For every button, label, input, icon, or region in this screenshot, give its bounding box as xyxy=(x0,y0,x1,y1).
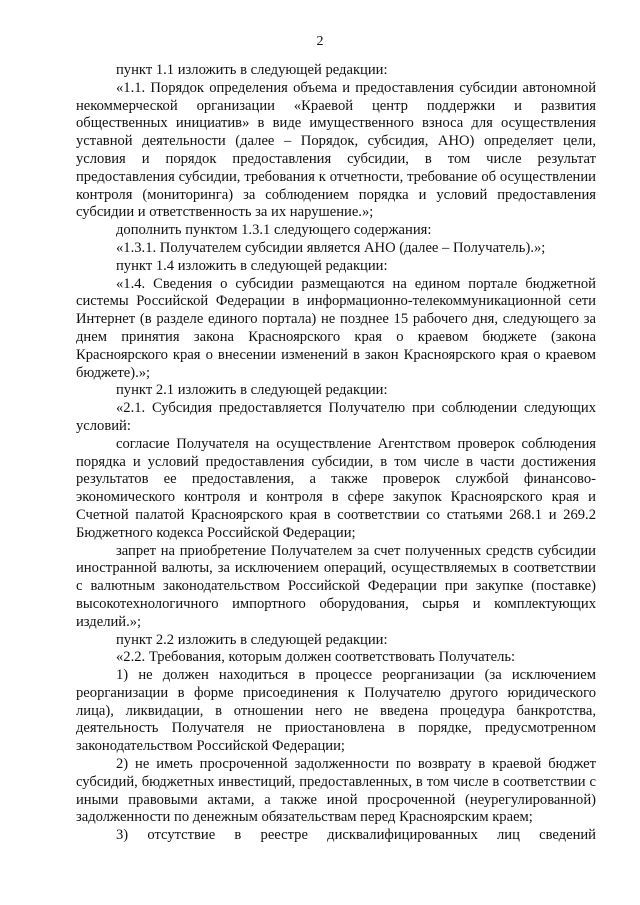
document-body xyxy=(76,62,596,845)
paragraph-condition-consent: согласие Получателя на осуществление Агентством проверок соблюдения порядка и условий предоставления субсидии, в том числе в части достижения результатов ее предоставления, а также проверок службой финансово-экономического контроля и контроля в сфере закупок Красноярского края и Счетной палатой Красноярского края в соответствии со статьями 268.1 и 269.2 Бюджетного кодекса Российской Федерации; xyxy=(76,435,596,541)
paragraph-item-2-1-text: «2.1. Субсидия предоставляется Получателю при соблюдении следующих условий: xyxy=(76,400,596,434)
paragraph-item-2-2-text: «2.2. Требования, которым должен соответствовать Получатель: xyxy=(116,649,516,666)
paragraph-item-1-4-text: «1.4. Сведения о субсидии размещаются на едином портале бюджетной системы Российской Федерации в информационно-телекоммуникационной сети Интернет (в разделе единого портала) не позднее 15 рабочего дня, следующего за днем принятия закона Красноярского края о краевом бюджете (закона Красноярского края о внесении изменений в закон Красноярского края о краевом бюджете).»; xyxy=(76,275,596,381)
page-number: 2 xyxy=(316,34,324,49)
paragraph-item-1-3-1-text: «1.3.1. Получателем субсидии является АНО (далее – Получатель).»; xyxy=(116,239,546,256)
paragraph-item-1-1-heading: пункт 1.1 изложить в следующей редакции: xyxy=(116,62,388,78)
paragraph-requirement-2: 2) не иметь просроченной задолженности по возврату в краевой бюджет субсидий, бюджетных инвестиций, предоставленных, в том числе в соответствии с иными правовыми актами, а также иной просроченной (неурегулированной) задолженности по денежным обязательствам перед Красноярским краем; xyxy=(76,756,596,826)
paragraph-item-1-1-text: «1.1. Порядок определения объема и предоставления субсидии автономной некоммерческой организации «Краевой центр поддержки и развития общественных инициатив» в виде имущественного взноса для осуществления уставной деятельности (далее – Порядок, субсидия, АНО) определяет цели, условия и порядок предоставления субсидии, в том числе результат предоставления субсидии, требования к отчетности, требование об осуществлении контроля (мониторинга) за соблюдением порядка и условий предоставления субсидии и ответственность за их нарушение.»; xyxy=(76,79,596,221)
paragraph-item-2-1-heading: пункт 2.1 изложить в следующей редакции: xyxy=(116,382,388,399)
paragraph-item-2-2-heading: пункт 2.2 изложить в следующей редакции: xyxy=(116,631,388,648)
paragraph-item-1-4-heading: пункт 1.4 изложить в следующей редакции: xyxy=(116,257,388,274)
paragraph-requirement-3: 3) отсутствие в реестре дисквалифицированных лиц сведений xyxy=(116,827,596,844)
paragraph-condition-currency: запрет на приобретение Получателем за счет полученных средств субсидии иностранной валюты, за исключением операций, осуществляемых в соответствии с валютным законодательством Российской Федерации при закупке (поставке) высокотехнологичного импортного оборудования, сырья и комплектующих изделий.»; xyxy=(76,542,596,630)
paragraph-item-1-3-1-heading: дополнить пунктом 1.3.1 следующего содержания: xyxy=(116,222,432,239)
paragraph-requirement-1: 1) не должен находиться в процессе реорганизации (за исключением реорганизации в форме присоединения к Получателю другого юридического лица), ликвидации, в отношении него не введена процедура банкротства, деятельность Получателя не приостановлена в порядке, предусмотренном законодательством Российской Федерации; xyxy=(76,667,596,755)
